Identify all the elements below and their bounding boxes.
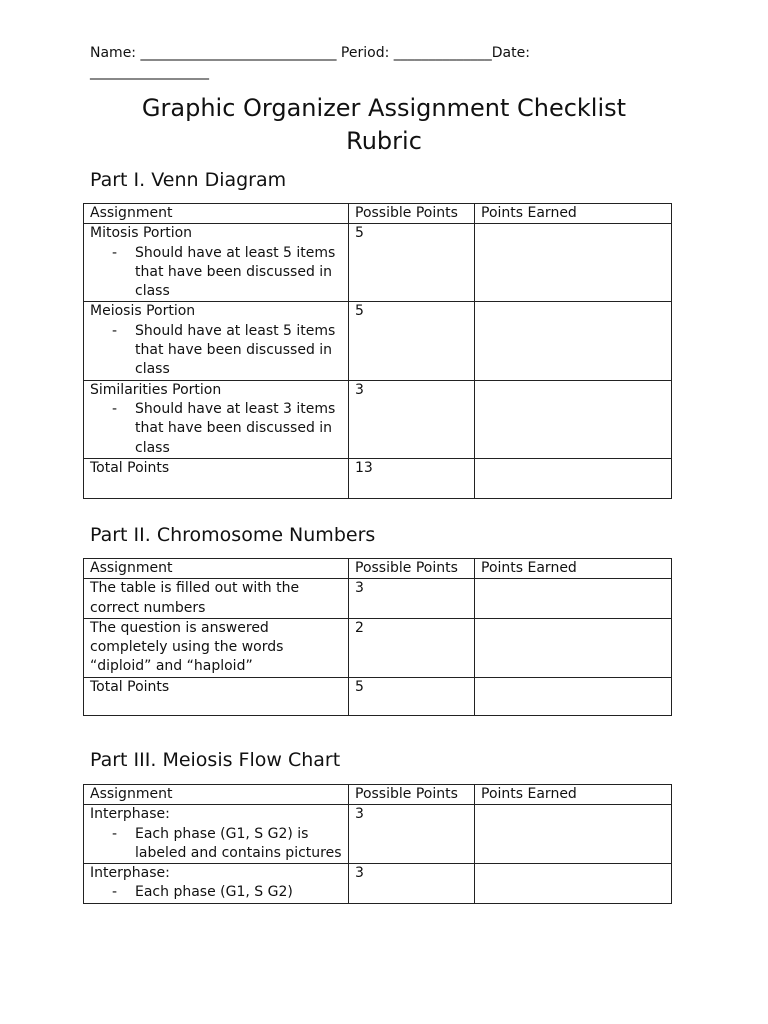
part-2-heading: Part II. Chromosome Numbers	[90, 524, 376, 546]
column-header-assignment: Assignment	[84, 785, 349, 805]
total-points-earned-cell[interactable]	[475, 458, 672, 498]
meiosis-flow-chart-rubric-table	[83, 784, 672, 904]
total-label-cell: Total Points	[84, 458, 349, 498]
table-row	[84, 864, 672, 904]
criteria-text: Should have at least 5 items that have been discussed in class	[135, 322, 336, 378]
table-row	[84, 579, 672, 619]
total-points-earned-cell[interactable]	[475, 677, 672, 715]
total-row	[84, 458, 672, 498]
bullet-dash: -	[112, 244, 118, 261]
points-earned-cell[interactable]	[475, 618, 672, 677]
assignment-cell	[84, 864, 349, 904]
assignment-cell: The table is filled out with the correct numbers	[84, 579, 349, 619]
total-label-cell: Total Points	[84, 677, 349, 715]
criteria-text: Each phase (G1, S G2)	[135, 884, 293, 901]
title-line-1: Graphic Organizer Assignment Checklist	[141, 94, 627, 122]
possible-points-cell: 2	[349, 618, 475, 677]
criteria-bullet	[90, 322, 342, 380]
column-header-possible-points: Possible Points	[349, 559, 475, 579]
column-header-points-earned: Points Earned	[475, 204, 672, 224]
assignment-label: Similarities Portion	[90, 381, 222, 398]
column-header-assignment: Assignment	[84, 559, 349, 579]
points-earned-cell[interactable]	[475, 805, 672, 864]
bullet-dash: -	[112, 400, 118, 417]
points-earned-cell[interactable]	[475, 864, 672, 904]
part-1-heading: Part I. Venn Diagram	[90, 169, 287, 191]
points-earned-cell[interactable]	[475, 224, 672, 302]
column-header-points-earned: Points Earned	[475, 559, 672, 579]
page-title	[84, 92, 684, 158]
possible-points-cell: 3	[349, 380, 475, 458]
criteria-bullet	[90, 400, 342, 458]
bullet-dash: -	[112, 322, 118, 339]
criteria-text: Should have at least 5 items that have been discussed in class	[135, 244, 336, 300]
table-header-row	[84, 204, 672, 224]
table-header-row	[84, 559, 672, 579]
bullet-dash: -	[112, 825, 118, 842]
table-row	[84, 224, 672, 302]
points-earned-cell[interactable]	[475, 302, 672, 380]
table-row	[84, 618, 672, 677]
points-earned-cell[interactable]	[475, 380, 672, 458]
date-field-continuation: _________________	[90, 64, 209, 80]
total-row	[84, 677, 672, 715]
possible-points-cell: 5	[349, 224, 475, 302]
possible-points-cell: 3	[349, 805, 475, 864]
part-3-heading: Part III. Meiosis Flow Chart	[90, 749, 341, 771]
criteria-bullet	[90, 244, 342, 302]
column-header-points-earned: Points Earned	[475, 785, 672, 805]
points-earned-cell[interactable]	[475, 579, 672, 619]
assignment-label: Interphase:	[90, 806, 170, 823]
table-row	[84, 805, 672, 864]
student-info-line	[90, 44, 690, 82]
chromosome-numbers-rubric-table	[83, 558, 672, 716]
possible-points-cell: 5	[349, 302, 475, 380]
table-row	[84, 302, 672, 380]
criteria-bullet	[90, 825, 342, 864]
assignment-label: Meiosis Portion	[90, 303, 196, 320]
criteria-text: Should have at least 3 items that have been discussed in class	[135, 400, 336, 456]
criteria-bullet	[90, 883, 342, 902]
column-header-possible-points: Possible Points	[349, 785, 475, 805]
total-possible-points-cell: 13	[349, 458, 475, 498]
assignment-label: Interphase:	[90, 865, 170, 882]
assignment-cell: The question is answered completely using the words “diploid” and “haploid”	[84, 618, 349, 677]
assignment-label: Mitosis Portion	[90, 225, 193, 242]
title-line-2: Rubric	[346, 127, 422, 155]
table-header-row	[84, 785, 672, 805]
assignment-cell	[84, 302, 349, 380]
column-header-assignment: Assignment	[84, 204, 349, 224]
possible-points-cell: 3	[349, 864, 475, 904]
total-possible-points-cell: 5	[349, 677, 475, 715]
name-period-date-fields: Name: ____________________________ Period: ______________Date:	[90, 45, 530, 61]
table-row	[84, 380, 672, 458]
assignment-cell	[84, 224, 349, 302]
possible-points-cell: 3	[349, 579, 475, 619]
criteria-text: Each phase (G1, S G2) is labeled and contains pictures	[135, 825, 342, 861]
column-header-possible-points: Possible Points	[349, 204, 475, 224]
assignment-cell	[84, 380, 349, 458]
venn-diagram-rubric-table	[83, 203, 672, 499]
assignment-cell	[84, 805, 349, 864]
bullet-dash: -	[112, 884, 118, 901]
